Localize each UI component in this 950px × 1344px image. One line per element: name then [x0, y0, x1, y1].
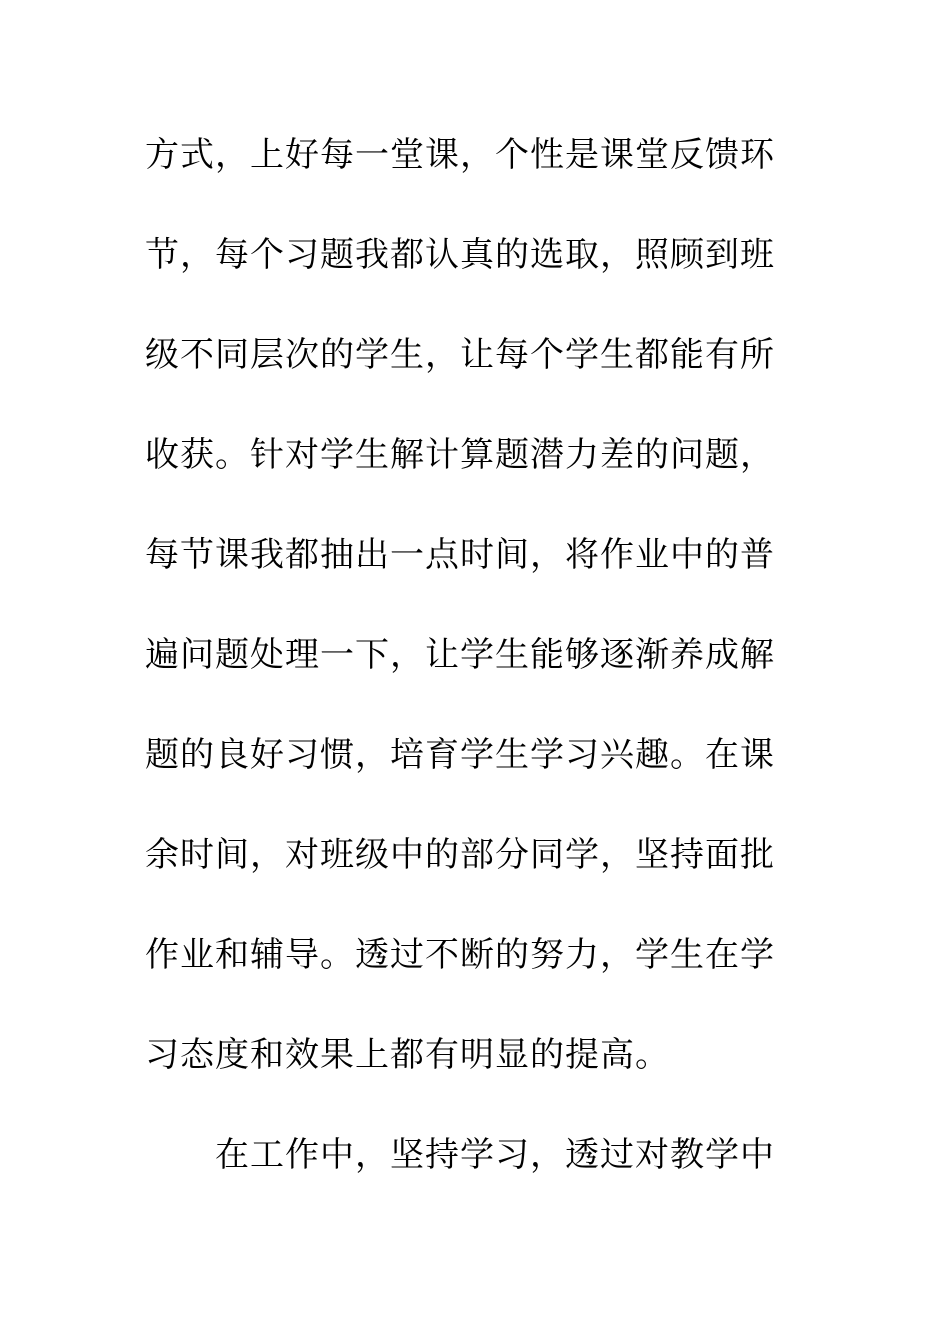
text-line: 题的良好习惯，培育学生学习兴趣。在课: [145, 735, 775, 775]
text-line: 作业和辅导。透过不断的努力，学生在学: [145, 935, 775, 975]
text-line: 习态度和效果上都有明显的提高。: [145, 1035, 670, 1075]
text-line: 节，每个习题我都认真的选取，照顾到班: [145, 235, 775, 275]
paragraph-start-line: 在工作中，坚持学习，透过对教学中: [215, 1135, 775, 1175]
text-line: 每节课我都抽出一点时间，将作业中的普: [145, 535, 775, 575]
document-body: [145, 120, 785, 1220]
text-line: 级不同层次的学生，让每个学生都能有所: [145, 335, 775, 375]
text-line: 余时间，对班级中的部分同学，坚持面批: [145, 835, 775, 875]
text-line: 方式，上好每一堂课，个性是课堂反馈环: [145, 135, 775, 175]
text-line: 遍问题处理一下，让学生能够逐渐养成解: [145, 635, 775, 675]
text-line: 收获。针对学生解计算题潜力差的问题，: [145, 435, 775, 475]
